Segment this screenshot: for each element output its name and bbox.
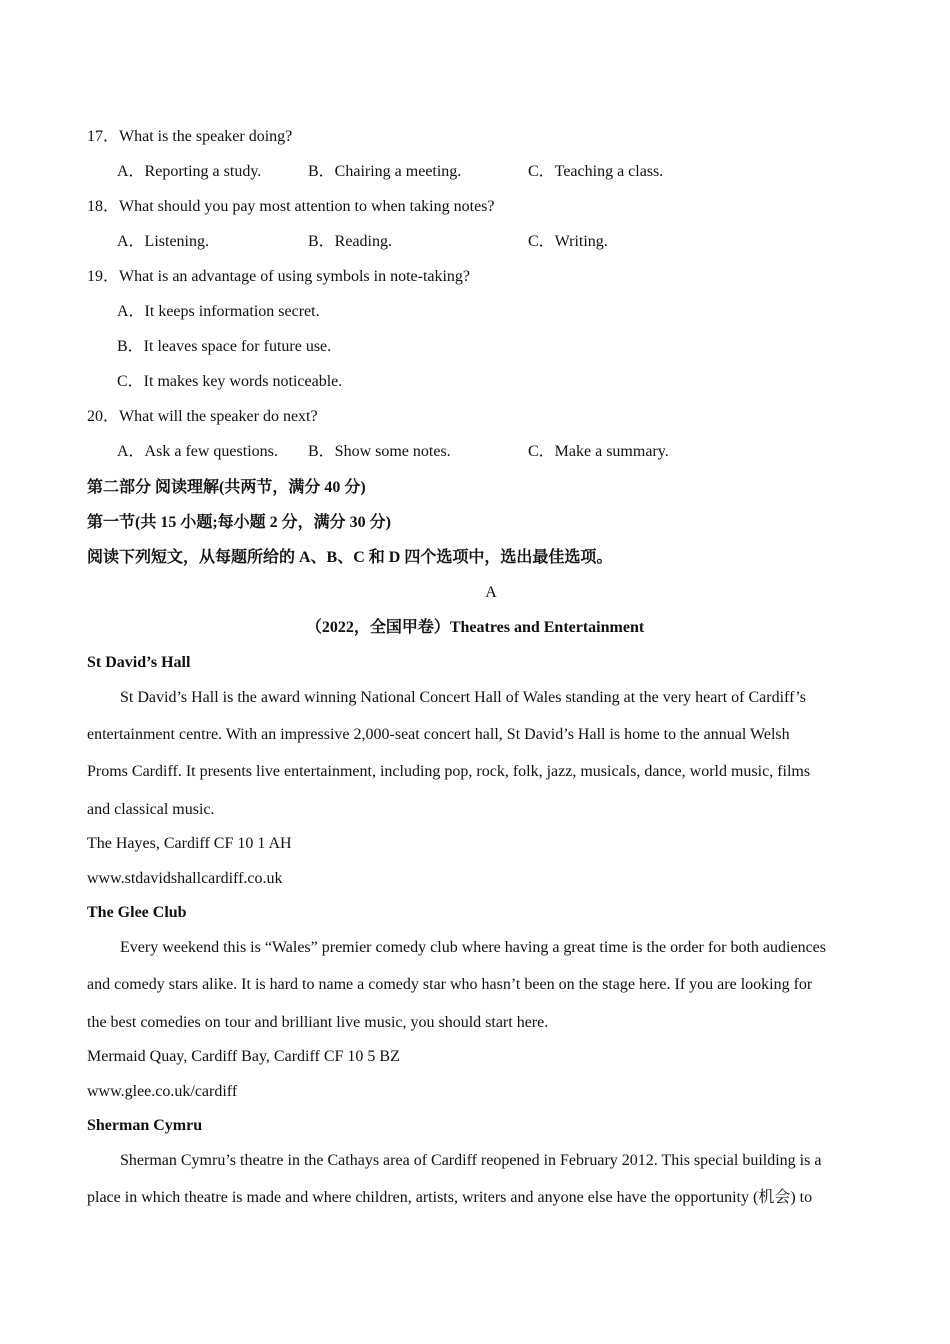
venue-1-text-line: Proms Cardiff. It presents live entertainment, including pop, rock, folk, jazz, musicals, dance, world music, films <box>87 763 811 780</box>
q17-option-b: B．Chairing a meeting. <box>308 163 462 180</box>
venue-2-text-line: and comedy stars alike. It is hard to name a comedy star who hasn’t been on the stage here. If you are looking for <box>87 976 813 993</box>
venue-1-text-line: and classical music. <box>87 801 215 818</box>
venue-1-address: The Hayes, Cardiff CF 10 1 AH <box>87 835 292 852</box>
venue-1-text-line: entertainment centre. With an impressive 2,000-seat concert hall, St David’s Hall is home to the annual Welsh <box>87 726 790 743</box>
venue-1-text-line: St David’s Hall is the award winning National Concert Hall of Wales standing at the very heart of Cardiff’s <box>120 689 806 706</box>
q17-option-a: A．Reporting a study. <box>117 163 262 180</box>
venue-3-text-line: Sherman Cymru’s theatre in the Cathays area of Cardiff reopened in February 2012. This special building is a <box>120 1152 822 1169</box>
q18-option-b: B．Reading. <box>308 233 392 250</box>
venue-2-website: www.glee.co.uk/cardiff <box>87 1083 238 1100</box>
question-19: 19．What is an advantage of using symbols in note-taking? <box>87 268 471 285</box>
q19-option-c: C．It makes key words noticeable. <box>117 373 343 390</box>
question-18: 18．What should you pay most attention to when taking notes? <box>87 198 495 215</box>
q19-option-b: B．It leaves space for future use. <box>117 338 332 355</box>
venue-2-text-line: Every weekend this is “Wales” premier comedy club where having a great time is the order for both audiences <box>120 939 826 956</box>
venue-2-text-line: the best comedies on tour and brilliant live music, you should start here. <box>87 1014 549 1031</box>
part-heading: 第二部分 阅读理解(共两节，满分 40 分) <box>87 479 366 496</box>
passage-letter: A <box>485 584 497 601</box>
section-heading: 第一节(共 15 小题;每小题 2 分，满分 30 分) <box>87 514 391 531</box>
venue-2-name: The Glee Club <box>87 904 187 921</box>
q18-option-a: A．Listening. <box>117 233 209 250</box>
venue-1-name: St David’s Hall <box>87 654 191 671</box>
q19-option-a: A．It keeps information secret. <box>117 303 320 320</box>
q17-option-c: C．Teaching a class. <box>528 163 664 180</box>
venue-2-address: Mermaid Quay, Cardiff Bay, Cardiff CF 10 5 BZ <box>87 1048 400 1065</box>
venue-3-text-line: place in which theatre is made and where children, artists, writers and anyone else have the opportunity (机会) to <box>87 1189 813 1206</box>
q20-option-b: B．Show some notes. <box>308 443 451 460</box>
q20-option-a: A．Ask a few questions. <box>117 443 278 460</box>
instructions: 阅读下列短文，从每题所给的 A、B、C 和 D 四个选项中，选出最佳选项。 <box>87 549 613 566</box>
venue-1-website: www.stdavidshallcardiff.co.uk <box>87 870 283 887</box>
venue-3-name: Sherman Cymru <box>87 1117 203 1134</box>
passage-title: （2022，全国甲卷）Theatres and Entertainment <box>305 619 645 636</box>
question-17: 17．What is the speaker doing? <box>87 128 293 145</box>
q18-option-c: C．Writing. <box>528 233 608 250</box>
question-20: 20．What will the speaker do next? <box>87 408 318 425</box>
q20-option-c: C．Make a summary. <box>528 443 669 460</box>
